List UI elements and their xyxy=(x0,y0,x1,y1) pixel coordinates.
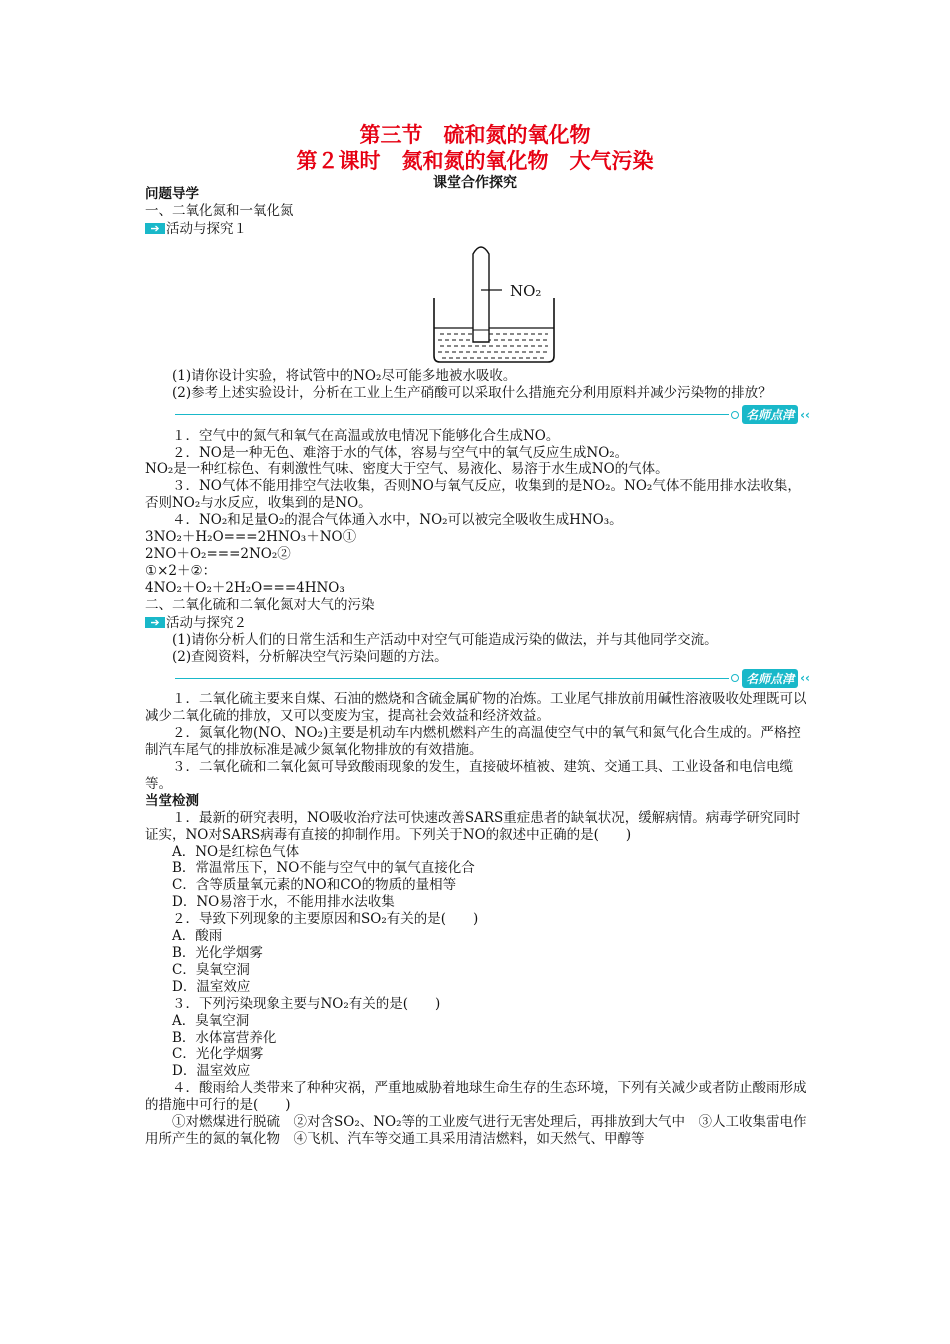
test-tube-diagram xyxy=(430,238,570,366)
arrow-icon: ➔ xyxy=(145,223,165,234)
equation-1: 3NO₂＋H₂O===2HNO₃＋NO① xyxy=(145,529,357,546)
exercise-1-option-c: C．含等质量氧元素的NO和CO的物质的量相等 xyxy=(172,877,457,894)
activity-2-label: 活动与探究２ xyxy=(166,614,247,631)
figure-label: NO₂ xyxy=(510,281,542,300)
tip-badge xyxy=(731,669,810,688)
exercise-2-option-d: D．温室效应 xyxy=(172,978,251,995)
note-2-3: ３．二氧化硫和二氧化氮可导致酸雨现象的发生，直接破坏植被、建筑、交通工具、工业设备和电信电缆等。 xyxy=(145,759,793,792)
question-2-1: (1)请你分析人们的日常生活和生产活动中对空气可能造成污染的做法，并与其他同学交流。 xyxy=(172,631,718,648)
activity-2 xyxy=(145,614,810,632)
exercise-2: ２．导致下列现象的主要原因和SO₂有关的是( ) xyxy=(172,911,479,928)
divider-rule xyxy=(175,414,729,415)
exercise-2-option-c: C．臭氧空洞 xyxy=(172,961,250,978)
exercise-4: ４．酸雨给人类带来了种种灾祸，严重地威胁着地球生命生存的生态环境，下列有关减少或者防止酸雨形成的措施中可行的是( ) xyxy=(145,1080,807,1114)
exercise-1-option-b: B．常温常压下，NO不能与空气中的氧气直接化合 xyxy=(172,860,475,877)
note-2-1: １．二氧化硫主要来自煤、石油的燃烧和含硫金属矿物的冶炼。工业尾气排放前用碱性溶液吸收处理既可以减少二氧化硫的排放，又可以变废为宝，提高社会效益和经济效益。 xyxy=(145,691,807,725)
main-content xyxy=(145,186,810,1148)
exercise-4-items: ①对燃煤进行脱硫 ②对含SO₂、NO₂等的工业废气进行无害处理后，再排放到大气中 ③人工收集雷电作用所产生的氮的氧化物 ④飞机、汽车等交通工具采用清洁燃料，如天然气、甲醇等 xyxy=(145,1114,807,1147)
heading-wenti: 问题导学 xyxy=(145,186,199,202)
double-chevron-icon: ‹‹ xyxy=(800,671,810,686)
equation-3: ①×2＋②： xyxy=(145,562,217,579)
exercise-3: ３．下列污染现象主要与NO₂有关的是( ) xyxy=(172,995,441,1012)
subtitle: 课堂合作探究 xyxy=(433,175,517,191)
tip-divider-2 xyxy=(175,667,810,689)
exercise-3-option-a: A．臭氧空洞 xyxy=(172,1012,250,1029)
tip-badge-text: 名师点津 xyxy=(742,669,798,688)
question-1-1: (1)请你设计实验，将试管中的NO₂尽可能多地被水吸收。 xyxy=(172,367,517,384)
note-1-1: １．空气中的氮气和氧气在高温或放电情况下能够化合生成NO。 xyxy=(172,427,560,444)
question-1-2: (2)参考上述实验设计，分析在工业上生产硝酸可以采取什么措施充分利用原料并减少污染物的排放？ xyxy=(172,384,772,401)
note-2-2: ２．氮氧化物(NO、NO₂)主要是机动车内燃机燃料产生的高温使空气中的氧气和氮气化合生成的。严格控制汽车尾气的排放标准是减少氮氧化物排放的有效措施。 xyxy=(145,725,801,759)
topic-1: 一、二氧化氮和一氧化氮 xyxy=(145,202,294,219)
topic-2: 二、二氧化硫和二氧化氮对大气的污染 xyxy=(145,596,375,613)
exercise-1: １．最新的研究表明，NO吸收治疗法可快速改善SARS重症患者的缺氧状况，缓解病情。病毒学研究同时证实，NO对SARS病毒有直接的抑制作用。下列关于NO的叙述中正确的是( ) xyxy=(145,809,801,843)
divider-rule xyxy=(175,678,729,679)
exercise-2-option-a: A．酸雨 xyxy=(172,928,223,945)
note-1-2: ２．NO是一种无色、难溶于水的气体，容易与空气中的氧气反应生成NO₂。 xyxy=(172,444,629,461)
tip-badge xyxy=(731,405,810,424)
lesson-title: 第２课时 氮和氮的氧化物 大气污染 xyxy=(296,149,654,173)
exercise-1-option-a: A．NO是红棕色气体 xyxy=(172,843,300,860)
section-title: 第三节 硫和氮的氧化物 xyxy=(359,123,591,147)
circle-icon xyxy=(731,674,739,682)
exercise-2-option-b: B．光化学烟雾 xyxy=(172,945,263,961)
exercise-3-option-c: C．光化学烟雾 xyxy=(172,1046,264,1063)
circle-icon xyxy=(731,411,739,419)
tip-badge-text: 名师点津 xyxy=(742,405,798,424)
note-1-5: ４．NO₂和足量O₂的混合气体通入水中，NO₂可以被完全吸收生成HNO₃。 xyxy=(172,512,623,529)
activity-1 xyxy=(145,220,810,238)
note-1-3: NO₂是一种红棕色、有刺激性气味、密度大于空气、易液化、易溶于水生成NO的气体。 xyxy=(145,461,669,478)
title-block xyxy=(0,122,950,192)
heading-dangtang: 当堂检测 xyxy=(145,792,199,809)
equation-2: 2NO＋O₂===2NO₂② xyxy=(145,545,291,562)
exercise-3-option-d: D．温室效应 xyxy=(172,1063,251,1080)
tip-divider-1 xyxy=(175,404,810,426)
activity-1-label: 活动与探究１ xyxy=(166,220,247,237)
note-1-4: ３．NO气体不能用排空气法收集，否则NO与氧气反应，收集到的是NO₂。NO₂气体不能用排水法收集，否则NO₂与水反应，收集到的是NO。 xyxy=(145,478,801,512)
arrow-icon: ➔ xyxy=(145,617,165,628)
double-chevron-icon: ‹‹ xyxy=(800,407,810,422)
test-tube-figure xyxy=(145,238,810,368)
exercise-1-option-d: D．NO易溶于水，不能用排水法收集 xyxy=(172,894,395,911)
equation-4: 4NO₂＋O₂＋2H₂O===4HNO₃ xyxy=(145,579,345,596)
question-2-2: (2)查阅资料，分析解决空气污染问题的方法。 xyxy=(172,648,448,665)
exercise-3-option-b: B．水体富营养化 xyxy=(172,1029,277,1046)
